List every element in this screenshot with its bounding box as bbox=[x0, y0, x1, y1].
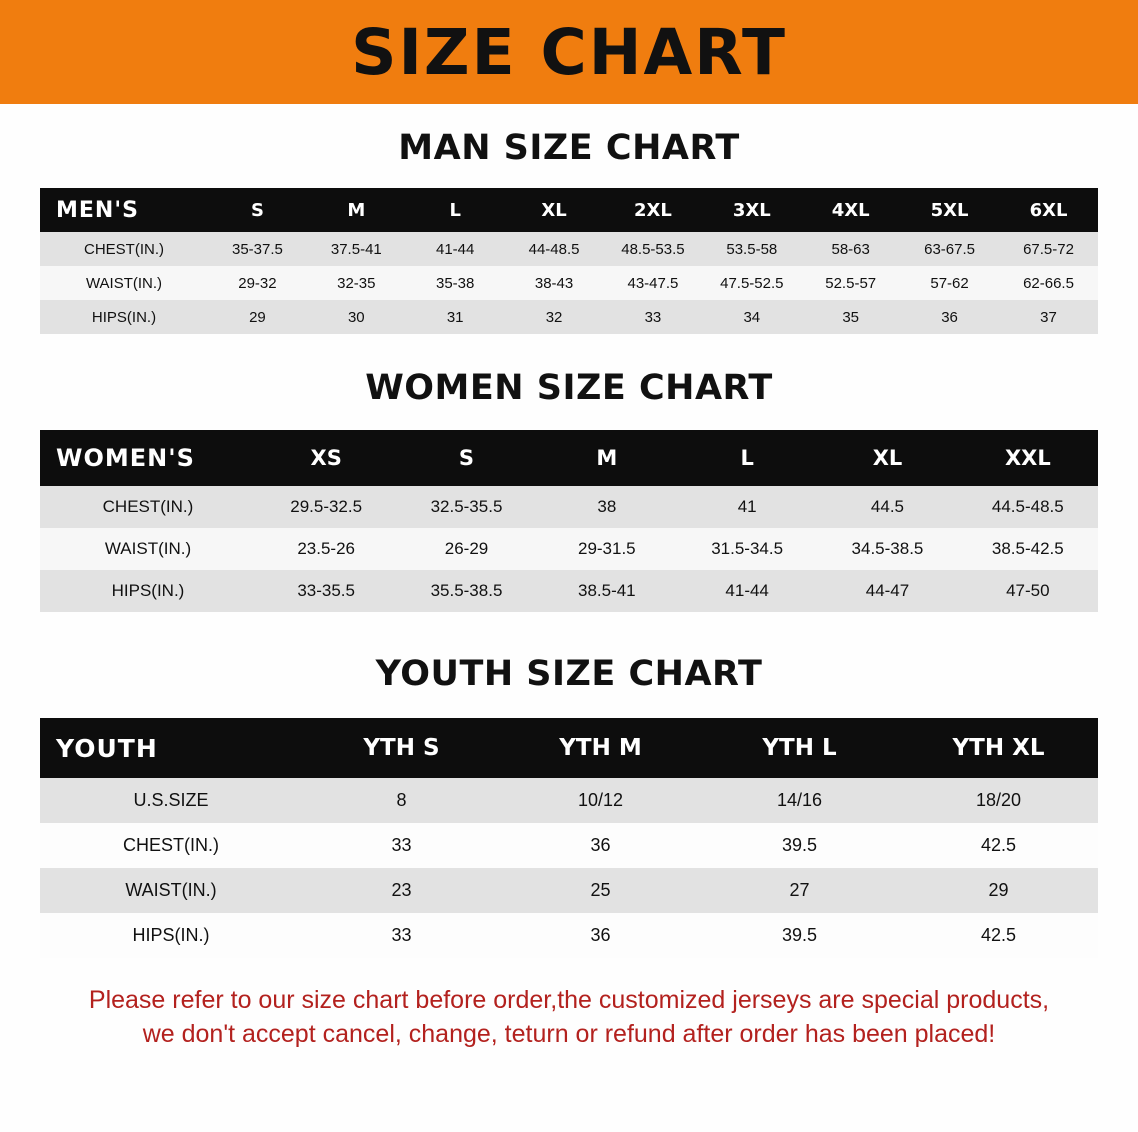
man-hips-3: 32 bbox=[505, 300, 604, 334]
man-waist-4: 43-47.5 bbox=[604, 266, 703, 300]
women-waist-4: 34.5-38.5 bbox=[817, 528, 957, 570]
man-hips-5: 34 bbox=[702, 300, 801, 334]
women-size-col-1: S bbox=[396, 430, 536, 486]
order-policy-note bbox=[38, 984, 1100, 1052]
man-size-col-1: M bbox=[307, 188, 406, 232]
youth-size-col-2: YTH L bbox=[700, 718, 899, 778]
man-chest-7: 63-67.5 bbox=[900, 232, 999, 266]
man-table-wrapper bbox=[0, 188, 1138, 334]
women-waist-0: 23.5-26 bbox=[256, 528, 396, 570]
note-line-2: we don't accept cancel, change, teturn or refund after order has been placed! bbox=[142, 1019, 996, 1048]
youth-header-label: YOUTH bbox=[40, 718, 302, 778]
man-hips-8: 37 bbox=[999, 300, 1098, 334]
women-hips-4: 44-47 bbox=[817, 570, 957, 612]
man-waist-2: 35-38 bbox=[406, 266, 505, 300]
man-waist-6: 52.5-57 bbox=[801, 266, 900, 300]
youth-size-table bbox=[40, 718, 1098, 958]
page-banner bbox=[0, 0, 1138, 104]
youth-hips-0: 33 bbox=[302, 913, 501, 958]
man-size-col-3: XL bbox=[505, 188, 604, 232]
youth-ussize-2: 14/16 bbox=[700, 778, 899, 823]
note-line-1: Please refer to our size chart before order,the customized jerseys are special products, bbox=[88, 986, 1050, 1014]
women-size-col-2: M bbox=[537, 430, 677, 486]
man-hips-2: 31 bbox=[406, 300, 505, 334]
youth-chest-0: 33 bbox=[302, 823, 501, 868]
page-title: SIZE CHART bbox=[351, 15, 787, 89]
man-size-col-7: 5XL bbox=[900, 188, 999, 232]
table-header-row bbox=[40, 718, 1098, 778]
man-chest-4: 48.5-53.5 bbox=[604, 232, 703, 266]
man-chest-5: 53.5-58 bbox=[702, 232, 801, 266]
youth-waist-3: 29 bbox=[899, 868, 1098, 913]
women-row-label-chest: CHEST(IN.) bbox=[40, 486, 256, 528]
man-size-col-4: 2XL bbox=[604, 188, 703, 232]
women-hips-0: 33-35.5 bbox=[256, 570, 396, 612]
man-size-col-0: S bbox=[208, 188, 307, 232]
women-hips-2: 38.5-41 bbox=[537, 570, 677, 612]
women-size-col-3: L bbox=[677, 430, 817, 486]
women-header-label: WOMEN'S bbox=[40, 430, 256, 486]
table-row bbox=[40, 232, 1098, 266]
youth-chest-2: 39.5 bbox=[700, 823, 899, 868]
youth-size-col-0: YTH S bbox=[302, 718, 501, 778]
women-waist-1: 26-29 bbox=[396, 528, 536, 570]
man-size-col-2: L bbox=[406, 188, 505, 232]
man-size-table bbox=[40, 188, 1098, 334]
man-section-title: MAN SIZE CHART bbox=[398, 128, 740, 168]
man-header-label: MEN'S bbox=[40, 188, 208, 232]
women-waist-2: 29-31.5 bbox=[537, 528, 677, 570]
women-table-wrapper bbox=[0, 430, 1138, 612]
youth-row-label-ussize: U.S.SIZE bbox=[40, 778, 302, 823]
man-waist-3: 38-43 bbox=[505, 266, 604, 300]
women-row-label-hips: HIPS(IN.) bbox=[40, 570, 256, 612]
women-chest-4: 44.5 bbox=[817, 486, 957, 528]
man-chest-2: 41-44 bbox=[406, 232, 505, 266]
youth-row-label-waist: WAIST(IN.) bbox=[40, 868, 302, 913]
women-size-table bbox=[40, 430, 1098, 612]
table-row bbox=[40, 528, 1098, 570]
man-size-col-5: 3XL bbox=[702, 188, 801, 232]
women-chest-3: 41 bbox=[677, 486, 817, 528]
youth-waist-0: 23 bbox=[302, 868, 501, 913]
youth-chest-1: 36 bbox=[501, 823, 700, 868]
youth-row-label-hips: HIPS(IN.) bbox=[40, 913, 302, 958]
women-chest-1: 32.5-35.5 bbox=[396, 486, 536, 528]
man-waist-0: 29-32 bbox=[208, 266, 307, 300]
women-section-title: WOMEN SIZE CHART bbox=[365, 368, 773, 408]
man-chest-1: 37.5-41 bbox=[307, 232, 406, 266]
youth-hips-2: 39.5 bbox=[700, 913, 899, 958]
man-waist-1: 32-35 bbox=[307, 266, 406, 300]
table-row bbox=[40, 570, 1098, 612]
women-hips-1: 35.5-38.5 bbox=[396, 570, 536, 612]
man-size-col-6: 4XL bbox=[801, 188, 900, 232]
youth-size-col-3: YTH XL bbox=[899, 718, 1098, 778]
women-size-col-5: XXL bbox=[958, 430, 1098, 486]
youth-hips-1: 36 bbox=[501, 913, 700, 958]
man-hips-0: 29 bbox=[208, 300, 307, 334]
man-chest-0: 35-37.5 bbox=[208, 232, 307, 266]
women-hips-5: 47-50 bbox=[958, 570, 1098, 612]
women-hips-3: 41-44 bbox=[677, 570, 817, 612]
women-size-col-0: XS bbox=[256, 430, 396, 486]
women-waist-5: 38.5-42.5 bbox=[958, 528, 1098, 570]
man-row-label-hips: HIPS(IN.) bbox=[40, 300, 208, 334]
man-waist-5: 47.5-52.5 bbox=[702, 266, 801, 300]
youth-table-wrapper bbox=[0, 718, 1138, 958]
women-row-label-waist: WAIST(IN.) bbox=[40, 528, 256, 570]
man-hips-6: 35 bbox=[801, 300, 900, 334]
youth-size-col-1: YTH M bbox=[501, 718, 700, 778]
table-row bbox=[40, 913, 1098, 958]
man-row-label-waist: WAIST(IN.) bbox=[40, 266, 208, 300]
youth-ussize-1: 10/12 bbox=[501, 778, 700, 823]
man-row-label-chest: CHEST(IN.) bbox=[40, 232, 208, 266]
women-waist-3: 31.5-34.5 bbox=[677, 528, 817, 570]
man-chest-3: 44-48.5 bbox=[505, 232, 604, 266]
man-chest-8: 67.5-72 bbox=[999, 232, 1098, 266]
table-row bbox=[40, 778, 1098, 823]
man-hips-4: 33 bbox=[604, 300, 703, 334]
man-hips-1: 30 bbox=[307, 300, 406, 334]
youth-waist-1: 25 bbox=[501, 868, 700, 913]
man-waist-8: 62-66.5 bbox=[999, 266, 1098, 300]
women-size-col-4: XL bbox=[817, 430, 957, 486]
women-chest-2: 38 bbox=[537, 486, 677, 528]
table-row bbox=[40, 266, 1098, 300]
table-header-row bbox=[40, 188, 1098, 232]
table-row bbox=[40, 823, 1098, 868]
youth-hips-3: 42.5 bbox=[899, 913, 1098, 958]
man-waist-7: 57-62 bbox=[900, 266, 999, 300]
youth-row-label-chest: CHEST(IN.) bbox=[40, 823, 302, 868]
man-size-col-8: 6XL bbox=[999, 188, 1098, 232]
table-row bbox=[40, 868, 1098, 913]
youth-ussize-3: 18/20 bbox=[899, 778, 1098, 823]
women-chest-5: 44.5-48.5 bbox=[958, 486, 1098, 528]
table-header-row bbox=[40, 430, 1098, 486]
table-row bbox=[40, 486, 1098, 528]
youth-waist-2: 27 bbox=[700, 868, 899, 913]
man-chest-6: 58-63 bbox=[801, 232, 900, 266]
table-row bbox=[40, 300, 1098, 334]
man-hips-7: 36 bbox=[900, 300, 999, 334]
youth-chest-3: 42.5 bbox=[899, 823, 1098, 868]
women-chest-0: 29.5-32.5 bbox=[256, 486, 396, 528]
youth-ussize-0: 8 bbox=[302, 778, 501, 823]
youth-section-title: YOUTH SIZE CHART bbox=[375, 654, 763, 694]
